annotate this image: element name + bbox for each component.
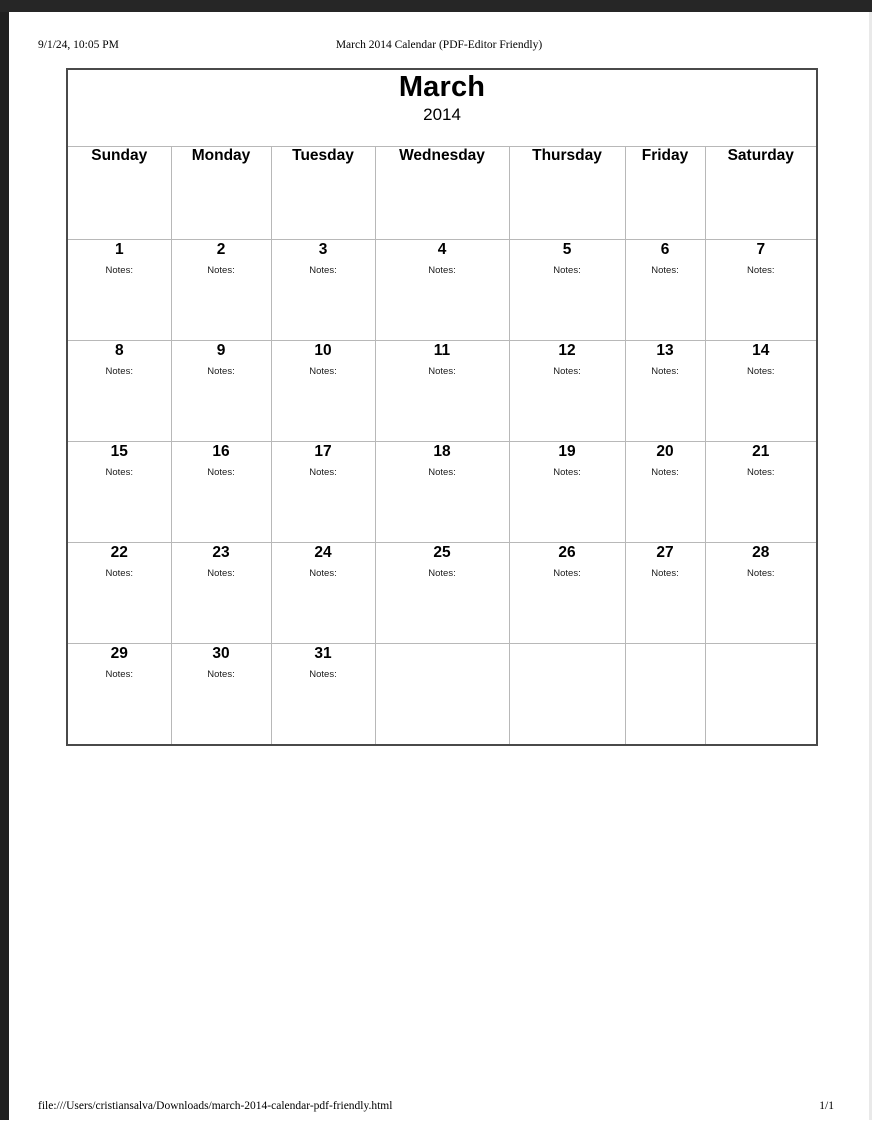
day-notes-label: Notes: — [207, 366, 235, 377]
calendar-day-cell[interactable] — [271, 442, 375, 543]
day-notes-label: Notes: — [309, 366, 337, 377]
calendar-day-cell[interactable] — [509, 341, 625, 442]
calendar-table — [66, 68, 818, 746]
day-notes-label: Notes: — [105, 467, 133, 478]
print-footer-url: file:///Users/cristiansalva/Downloads/march-2014-calendar-pdf-friendly.html — [38, 1100, 393, 1112]
weekday-label: Tuesday — [292, 147, 354, 164]
day-notes-label: Notes: — [428, 265, 456, 276]
day-number: 11 — [433, 342, 451, 359]
day-number: 9 — [216, 342, 226, 359]
calendar-day-cell-empty[interactable] — [509, 644, 625, 746]
day-number: 28 — [752, 544, 770, 561]
day-number: 30 — [212, 645, 230, 662]
weekday-header-tuesday — [271, 147, 375, 240]
calendar-day-cell[interactable] — [67, 240, 171, 341]
day-number: 16 — [212, 443, 230, 460]
calendar-day-cell[interactable] — [509, 543, 625, 644]
calendar-day-cell[interactable] — [625, 543, 705, 644]
day-notes-label: Notes: — [651, 366, 679, 377]
day-notes-label: Notes: — [105, 568, 133, 579]
print-header-datetime: 9/1/24, 10:05 PM — [38, 39, 119, 51]
year-label: 2014 — [423, 105, 461, 124]
weekday-label: Sunday — [91, 147, 148, 164]
day-number: 25 — [433, 544, 451, 561]
day-notes-label: Notes: — [309, 265, 337, 276]
day-notes-label: Notes: — [747, 467, 775, 478]
weekday-header-wednesday — [375, 147, 509, 240]
calendar-day-cell[interactable] — [375, 341, 509, 442]
browser-chrome-left-strip — [0, 12, 9, 1120]
weekday-header-thursday — [509, 147, 625, 240]
day-notes-label: Notes: — [207, 669, 235, 680]
day-notes-label: Notes: — [747, 366, 775, 377]
day-number: 7 — [756, 241, 766, 258]
day-number: 5 — [562, 241, 572, 258]
weekday-header-friday — [625, 147, 705, 240]
browser-chrome-top-bar — [0, 0, 872, 12]
calendar-title-row — [67, 69, 817, 147]
calendar-week-row — [67, 341, 817, 442]
day-number: 21 — [752, 443, 770, 460]
weekday-label: Saturday — [727, 147, 794, 164]
calendar-day-cell[interactable] — [375, 240, 509, 341]
calendar-week-row — [67, 543, 817, 644]
day-number: 3 — [318, 241, 328, 258]
day-number: 15 — [110, 443, 128, 460]
calendar-week-row — [67, 442, 817, 543]
day-notes-label: Notes: — [309, 467, 337, 478]
day-number: 22 — [110, 544, 128, 561]
calendar-day-cell[interactable] — [171, 543, 271, 644]
calendar-day-cell[interactable] — [705, 442, 817, 543]
weekday-label: Thursday — [532, 147, 602, 164]
day-number: 29 — [110, 645, 128, 662]
day-notes-label: Notes: — [105, 669, 133, 680]
calendar-day-cell[interactable] — [271, 644, 375, 746]
day-notes-label: Notes: — [651, 467, 679, 478]
weekday-label: Monday — [191, 147, 251, 164]
day-notes-label: Notes: — [207, 467, 235, 478]
weekday-header-sunday — [67, 147, 171, 240]
day-notes-label: Notes: — [553, 265, 581, 276]
calendar-day-cell[interactable] — [271, 543, 375, 644]
calendar-day-cell[interactable] — [67, 442, 171, 543]
calendar-day-cell[interactable] — [171, 442, 271, 543]
day-number: 1 — [114, 241, 124, 258]
calendar-day-cell-empty[interactable] — [705, 644, 817, 746]
day-notes-label: Notes: — [207, 568, 235, 579]
day-number: 17 — [314, 443, 332, 460]
day-number: 24 — [314, 544, 332, 561]
day-number: 14 — [752, 342, 770, 359]
day-number: 26 — [558, 544, 576, 561]
calendar-container — [66, 68, 816, 746]
print-header-title: March 2014 Calendar (PDF-Editor Friendly) — [335, 39, 543, 51]
calendar-week-row — [67, 240, 817, 341]
day-number: 10 — [314, 342, 332, 359]
print-preview-page — [9, 12, 869, 1130]
day-number: 8 — [114, 342, 124, 359]
browser-chrome-bottom-fill — [0, 1120, 872, 1130]
print-footer-page-number: 1/1 — [819, 1100, 834, 1112]
calendar-day-cell[interactable] — [67, 543, 171, 644]
calendar-day-cell[interactable] — [67, 644, 171, 746]
calendar-day-cell[interactable] — [375, 442, 509, 543]
calendar-day-cell[interactable] — [271, 240, 375, 341]
calendar-day-cell[interactable] — [509, 240, 625, 341]
day-number: 4 — [437, 241, 447, 258]
calendar-day-cell[interactable] — [705, 240, 817, 341]
day-number: 12 — [558, 342, 576, 359]
day-notes-label: Notes: — [207, 265, 235, 276]
calendar-day-cell[interactable] — [625, 442, 705, 543]
day-notes-label: Notes: — [105, 265, 133, 276]
calendar-day-cell[interactable] — [271, 341, 375, 442]
day-notes-label: Notes: — [428, 366, 456, 377]
day-number: 31 — [314, 645, 332, 662]
weekday-header-row — [67, 147, 817, 240]
calendar-day-cell[interactable] — [705, 341, 817, 442]
day-notes-label: Notes: — [105, 366, 133, 377]
weekday-label: Wednesday — [399, 147, 485, 164]
day-notes-label: Notes: — [428, 568, 456, 579]
calendar-day-cell[interactable] — [705, 543, 817, 644]
day-number: 6 — [660, 241, 670, 258]
calendar-day-cell[interactable] — [625, 240, 705, 341]
calendar-day-cell-empty[interactable] — [625, 644, 705, 746]
calendar-week-row — [67, 644, 817, 746]
day-number: 19 — [558, 443, 576, 460]
month-name: March — [398, 71, 486, 103]
day-number: 27 — [656, 544, 674, 561]
calendar-day-cell-empty[interactable] — [375, 644, 509, 746]
day-number: 20 — [656, 443, 674, 460]
day-number: 13 — [656, 342, 674, 359]
day-number: 23 — [212, 544, 230, 561]
print-footer — [9, 1098, 869, 1114]
calendar-day-cell[interactable] — [67, 341, 171, 442]
day-notes-label: Notes: — [553, 366, 581, 377]
day-notes-label: Notes: — [428, 467, 456, 478]
calendar-day-cell[interactable] — [171, 240, 271, 341]
calendar-day-cell[interactable] — [375, 543, 509, 644]
day-notes-label: Notes: — [747, 568, 775, 579]
weekday-header-monday — [171, 147, 271, 240]
day-notes-label: Notes: — [651, 568, 679, 579]
day-notes-label: Notes: — [309, 669, 337, 680]
day-number: 18 — [433, 443, 451, 460]
calendar-day-cell[interactable] — [171, 341, 271, 442]
calendar-day-cell[interactable] — [509, 442, 625, 543]
weekday-header-saturday — [705, 147, 817, 240]
day-notes-label: Notes: — [651, 265, 679, 276]
calendar-day-cell[interactable] — [171, 644, 271, 746]
calendar-day-cell[interactable] — [625, 341, 705, 442]
calendar-title-cell — [67, 69, 817, 147]
day-notes-label: Notes: — [747, 265, 775, 276]
day-notes-label: Notes: — [553, 568, 581, 579]
day-notes-label: Notes: — [553, 467, 581, 478]
print-header — [9, 37, 869, 53]
day-number: 2 — [216, 241, 226, 258]
day-notes-label: Notes: — [309, 568, 337, 579]
weekday-label: Friday — [641, 147, 689, 164]
